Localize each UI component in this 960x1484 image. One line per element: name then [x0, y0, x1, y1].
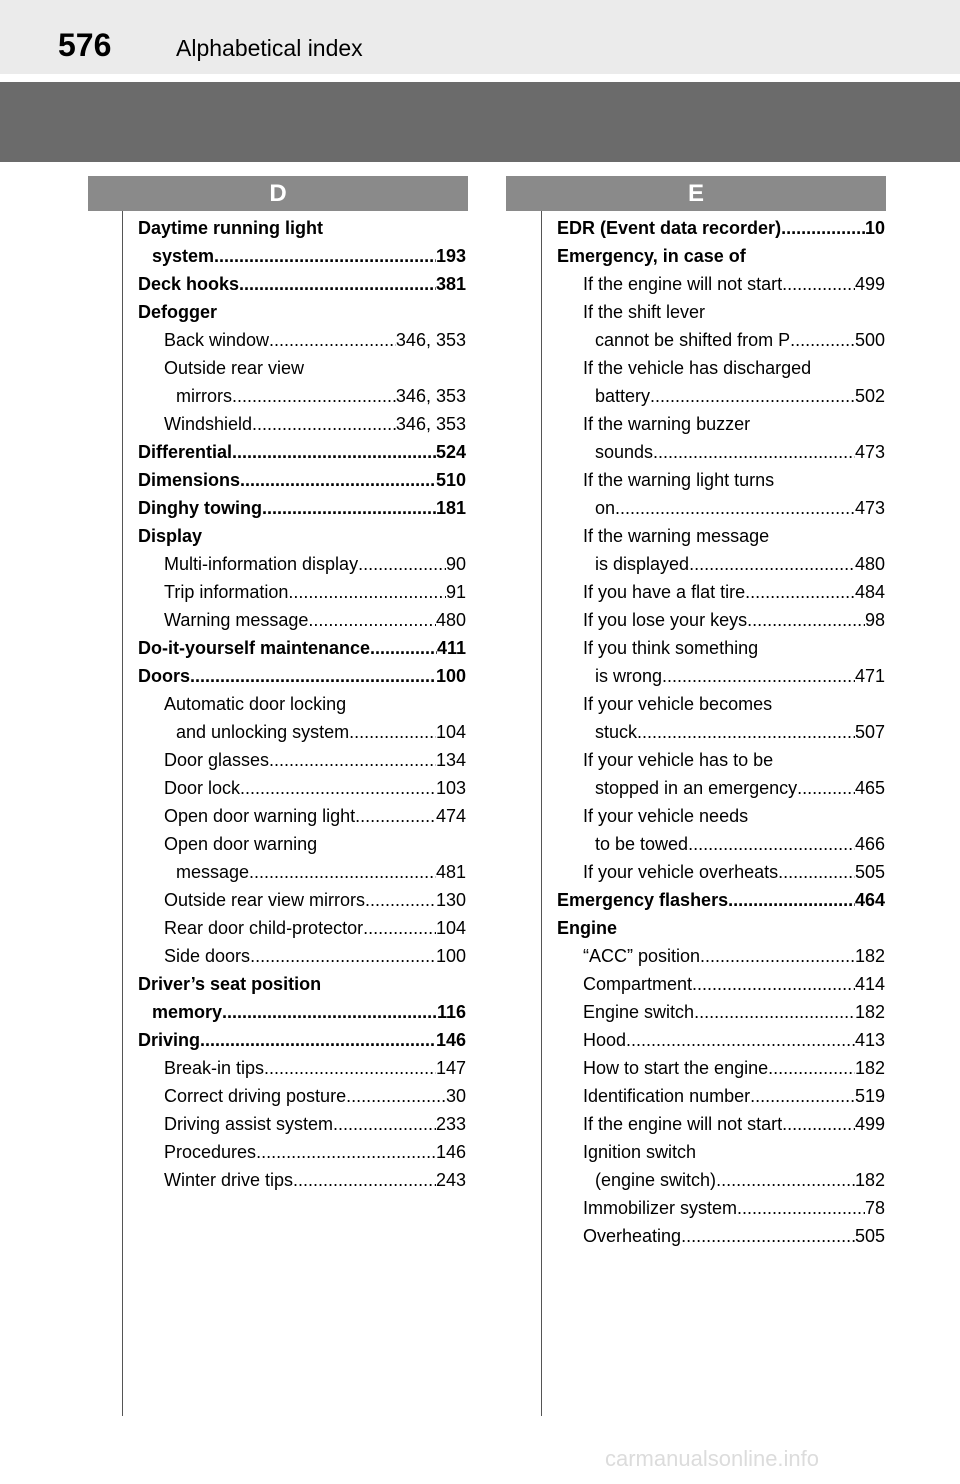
- dot-leader: [250, 942, 436, 970]
- index-entry: [557, 746, 885, 774]
- index-entry-page[interactable]: 381: [435, 274, 466, 294]
- index-entry: [557, 774, 885, 802]
- index-entry: [138, 1054, 466, 1082]
- index-entry-page[interactable]: 413: [854, 1030, 885, 1050]
- index-entry: [557, 690, 885, 718]
- dot-leader: [264, 1054, 436, 1082]
- dot-leader: [681, 1222, 855, 1250]
- index-entry: [138, 998, 466, 1026]
- dot-leader: [346, 1082, 446, 1110]
- dot-leader: [355, 802, 436, 830]
- index-entry: [557, 382, 885, 410]
- index-entry-page[interactable]: 473: [854, 498, 885, 518]
- index-entry-page[interactable]: 182: [854, 1170, 885, 1190]
- index-entry-term: battery: [595, 386, 651, 406]
- index-entry: [557, 1082, 885, 1110]
- index-entry: [557, 214, 885, 242]
- dot-leader: [688, 830, 855, 858]
- index-entry-page[interactable]: 465: [854, 778, 885, 798]
- section-header-e: E: [506, 176, 886, 211]
- index-entry-term: Hood: [583, 1030, 627, 1050]
- index-entry-page[interactable]: 91: [445, 582, 466, 602]
- index-entry-term: Display: [138, 526, 203, 546]
- index-entry-term: If the shift lever: [583, 302, 706, 322]
- index-entry-term: Emergency, in case of: [557, 246, 746, 266]
- index-entry: [557, 242, 885, 270]
- index-entry: [557, 410, 885, 438]
- index-entry: [557, 1054, 885, 1082]
- index-entry-page[interactable]: 466: [854, 834, 885, 854]
- index-entry: [138, 970, 466, 998]
- index-entry-term: If the engine will not start: [583, 274, 783, 294]
- index-entry: [557, 970, 885, 998]
- dot-leader: [778, 858, 855, 886]
- index-entry-page[interactable]: 502: [854, 386, 885, 406]
- index-entry-term: Defogger: [138, 302, 218, 322]
- dot-leader: [256, 1138, 436, 1166]
- index-entry: [557, 1166, 885, 1194]
- index-entry-term: Do-it-yourself maintenance: [138, 638, 371, 658]
- dot-leader: [737, 1194, 865, 1222]
- index-entry-term: Outside rear view mirrors: [164, 890, 366, 910]
- index-entry: [138, 718, 466, 746]
- dot-leader: [349, 718, 436, 746]
- index-entry: [138, 662, 466, 690]
- page-header-bar: [0, 0, 960, 74]
- dot-leader: [797, 774, 855, 802]
- index-entry: [557, 466, 885, 494]
- index-entry: [138, 214, 466, 242]
- dot-leader: [232, 438, 436, 466]
- index-entry-term: Rear door child-protector: [164, 918, 364, 938]
- index-entry: [557, 326, 885, 354]
- dot-leader: [288, 578, 446, 606]
- index-entry: [557, 1110, 885, 1138]
- index-entry-term: and unlocking system: [176, 722, 350, 742]
- index-entry-term: If your vehicle needs: [583, 806, 749, 826]
- dot-leader: [626, 1026, 855, 1054]
- page-number: 576: [58, 27, 112, 63]
- index-entry-page[interactable]: 473: [854, 442, 885, 462]
- index-entry: [557, 494, 885, 522]
- index-entry: [557, 998, 885, 1026]
- index-entry-term: Doors: [138, 666, 191, 686]
- index-entry-term: If you think something: [583, 638, 759, 658]
- index-entry: [557, 270, 885, 298]
- index-entry-page[interactable]: 481: [435, 862, 466, 882]
- index-entry-term: Compartment: [583, 974, 693, 994]
- index-entry-page[interactable]: 146: [435, 1030, 466, 1050]
- index-entry-term: Windshield: [164, 414, 253, 434]
- index-entry-term: Immobilizer system: [583, 1198, 738, 1218]
- index-entry: [138, 802, 466, 830]
- index-entry-page[interactable]: 90: [445, 554, 466, 574]
- index-entry-term: Deck hooks: [138, 274, 240, 294]
- dot-leader: [308, 606, 436, 634]
- index-entry: [138, 1082, 466, 1110]
- index-entry-term: on: [595, 498, 616, 518]
- index-entry-page[interactable]: 182: [854, 1002, 885, 1022]
- index-entry: [138, 858, 466, 886]
- index-entry-page[interactable]: 78: [864, 1198, 885, 1218]
- index-entry-page[interactable]: 414: [854, 974, 885, 994]
- index-entry: [138, 886, 466, 914]
- index-entry: [138, 410, 466, 438]
- index-entry-page[interactable]: 100: [435, 666, 466, 686]
- index-entry-term: is displayed: [595, 554, 690, 574]
- dot-leader: [700, 942, 855, 970]
- index-entry-page[interactable]: 480: [854, 554, 885, 574]
- index-entry: [138, 522, 466, 550]
- page-title: Alphabetical index: [176, 35, 363, 61]
- index-entry: [557, 662, 885, 690]
- dot-leader: [365, 886, 436, 914]
- index-entry-term: is wrong: [595, 666, 663, 686]
- index-entry-term: Identification number: [583, 1086, 751, 1106]
- index-entry: [557, 1222, 885, 1250]
- index-entry-term: Door lock: [164, 778, 241, 798]
- index-entry: [138, 746, 466, 774]
- index-entry-page[interactable]: 103: [435, 778, 466, 798]
- index-entry-term: mirrors: [176, 386, 232, 406]
- dot-leader: [370, 634, 437, 662]
- index-entry-page[interactable]: 499: [854, 274, 885, 294]
- index-entry-term: Automatic door locking: [164, 694, 347, 714]
- index-entry-term: Engine switch: [583, 1002, 695, 1022]
- index-entry-page[interactable]: 116: [436, 1002, 466, 1022]
- dot-leader: [190, 662, 436, 690]
- dot-leader: [728, 886, 855, 914]
- index-entry-term: Back window: [164, 330, 270, 350]
- index-entry-page[interactable]: 182: [854, 1058, 885, 1078]
- index-entry-page[interactable]: 474: [435, 806, 466, 826]
- index-entry-page[interactable]: 193: [435, 246, 466, 266]
- index-entry-page[interactable]: 130: [435, 890, 466, 910]
- index-entry-term: Side doors: [164, 946, 251, 966]
- index-entry-page[interactable]: 519: [854, 1086, 885, 1106]
- column-rule-e: [541, 211, 542, 1416]
- index-entry-term: cannot be shifted from P: [595, 330, 791, 350]
- watermark: carmanualsonline.info: [605, 1446, 820, 1471]
- section-header-d: D: [88, 176, 468, 211]
- index-entry-term: Procedures: [164, 1142, 257, 1162]
- index-entry: [138, 438, 466, 466]
- index-entry: [138, 1166, 466, 1194]
- index-entry-term: sounds: [595, 442, 654, 462]
- index-entry-page[interactable]: 104: [435, 722, 466, 742]
- index-entry: [557, 522, 885, 550]
- index-entry-term: Emergency flashers: [557, 890, 729, 910]
- index-entry-term: Outside rear view: [164, 358, 305, 378]
- dot-leader: [650, 382, 855, 410]
- index-entry-term: Correct driving posture: [164, 1086, 347, 1106]
- dot-leader: [782, 1110, 855, 1138]
- index-entry-term: stuck: [595, 722, 638, 742]
- index-entry-term: Trip information: [164, 582, 289, 602]
- index-entry: [557, 1194, 885, 1222]
- index-entry-page[interactable]: 10: [864, 218, 885, 238]
- index-entry: [138, 942, 466, 970]
- index-entry: [138, 830, 466, 858]
- dot-leader: [716, 1166, 855, 1194]
- index-entry-term: Overheating: [583, 1226, 682, 1246]
- dot-leader: [637, 718, 855, 746]
- index-entry: [138, 606, 466, 634]
- dot-leader: [653, 438, 855, 466]
- index-entry-page[interactable]: 346, 353: [395, 414, 466, 434]
- index-entry-page[interactable]: 507: [854, 722, 885, 742]
- index-entry: [557, 634, 885, 662]
- index-entry-page[interactable]: 505: [854, 862, 885, 882]
- index-entry: [138, 242, 466, 270]
- column-rule-d: [122, 211, 123, 1416]
- dot-leader: [781, 214, 865, 242]
- index-entry-page[interactable]: 147: [435, 1058, 466, 1078]
- index-entry-page[interactable]: 499: [854, 1114, 885, 1134]
- index-entry-page[interactable]: 484: [854, 582, 885, 602]
- index-entry: [138, 494, 466, 522]
- index-entry-term: Break-in tips: [164, 1058, 265, 1078]
- index-entry: [557, 830, 885, 858]
- index-entry-term: Multi-information display: [164, 554, 359, 574]
- index-entry: [557, 578, 885, 606]
- index-entry-page[interactable]: 411: [436, 638, 466, 658]
- index-entry-term: Dimensions: [138, 470, 241, 490]
- index-entry-term: message: [176, 862, 250, 882]
- index-entry-term: How to start the engine: [583, 1058, 769, 1078]
- index-entry-page[interactable]: 480: [435, 610, 466, 630]
- index-entry: [557, 354, 885, 382]
- index-entry: [557, 858, 885, 886]
- index-entry-term: EDR (Event data recorder): [557, 218, 782, 238]
- index-entry-term: If you lose your keys: [583, 610, 748, 630]
- dot-leader: [240, 774, 436, 802]
- index-entry: [138, 1026, 466, 1054]
- index-entry: [557, 550, 885, 578]
- index-entry-term: If the vehicle has discharged: [583, 358, 812, 378]
- index-entry-term: Driver’s seat position: [138, 974, 322, 994]
- index-entry-page[interactable]: 510: [435, 470, 466, 490]
- dot-leader: [358, 550, 446, 578]
- index-entry: [138, 354, 466, 382]
- index-entry-page[interactable]: 524: [435, 442, 466, 462]
- index-entry-page[interactable]: 98: [864, 610, 885, 630]
- dot-leader: [240, 466, 436, 494]
- index-entry-term: stopped in an emergency: [595, 778, 798, 798]
- index-entry-term: Open door warning: [164, 834, 318, 854]
- index-entry-term: Driving assist system: [164, 1114, 334, 1134]
- index-entry-term: Warning message: [164, 610, 309, 630]
- dot-leader: [615, 494, 855, 522]
- index-entry-term: If the warning light turns: [583, 470, 775, 490]
- dot-leader: [214, 242, 436, 270]
- index-entry: [557, 802, 885, 830]
- dot-leader: [745, 578, 855, 606]
- index-entry-page[interactable]: 182: [854, 946, 885, 966]
- index-entry-term: Dinghy towing: [138, 498, 262, 518]
- dot-leader: [239, 270, 436, 298]
- index-entry: [138, 382, 466, 410]
- index-entry-term: If the warning message: [583, 526, 770, 546]
- index-entry-term: If the warning buzzer: [583, 414, 751, 434]
- index-entry-term: Winter drive tips: [164, 1170, 294, 1190]
- index-entry: [138, 326, 466, 354]
- index-entry-term: (engine switch): [595, 1170, 717, 1190]
- index-entry-page[interactable]: 464: [854, 890, 885, 910]
- index-entry-term: “ACC” position: [583, 946, 701, 966]
- index-entry: [557, 886, 885, 914]
- index-entry: [138, 550, 466, 578]
- index-entry: [557, 942, 885, 970]
- index-entry: [557, 1026, 885, 1054]
- index-entry-term: to be towed: [595, 834, 689, 854]
- header-band: [0, 82, 960, 162]
- index-entry: [138, 914, 466, 942]
- index-entry-page[interactable]: 471: [854, 666, 885, 686]
- index-entry-term: Open door warning light: [164, 806, 356, 826]
- index-entry-term: If your vehicle becomes: [583, 694, 773, 714]
- index-entry: [138, 578, 466, 606]
- index-entry: [557, 718, 885, 746]
- index-entry-term: If the engine will not start: [583, 1114, 783, 1134]
- dot-leader: [692, 970, 855, 998]
- index-entry: [138, 634, 466, 662]
- dot-leader: [768, 1054, 855, 1082]
- index-entry: [557, 438, 885, 466]
- dot-leader: [747, 606, 865, 634]
- dot-leader: [750, 1082, 855, 1110]
- index-entry-term: memory: [152, 1002, 223, 1022]
- dot-leader: [269, 326, 396, 354]
- index-entry-page[interactable]: 134: [435, 750, 466, 770]
- dot-leader: [252, 410, 396, 438]
- index-entry-term: If your vehicle overheats: [583, 862, 779, 882]
- index-entry-page[interactable]: 100: [435, 946, 466, 966]
- index-entry: [138, 466, 466, 494]
- index-entry-term: If you have a flat tire: [583, 582, 746, 602]
- dot-leader: [249, 858, 436, 886]
- dot-leader: [790, 326, 855, 354]
- index-entry-page[interactable]: 181: [435, 498, 466, 518]
- index-entry-page[interactable]: 146: [435, 1142, 466, 1162]
- index-entry-term: Ignition switch: [583, 1142, 697, 1162]
- index-entry: [138, 690, 466, 718]
- index-entry-page[interactable]: 104: [435, 918, 466, 938]
- dot-leader: [232, 382, 396, 410]
- index-entry: [138, 774, 466, 802]
- index-entry: [557, 606, 885, 634]
- index-entry-term: If your vehicle has to be: [583, 750, 774, 770]
- index-entry-term: Driving: [138, 1030, 201, 1050]
- dot-leader: [333, 1110, 436, 1138]
- index-entry-term: system: [152, 246, 215, 266]
- dot-leader: [782, 270, 855, 298]
- dot-leader: [293, 1166, 436, 1194]
- index-entry-term: Differential: [138, 442, 233, 462]
- index-entry-term: Engine: [557, 918, 618, 938]
- index-entry-page[interactable]: 500: [854, 330, 885, 350]
- index-entry-term: Door glasses: [164, 750, 270, 770]
- index-entry: [138, 1138, 466, 1166]
- index-entry: [138, 298, 466, 326]
- dot-leader: [689, 550, 855, 578]
- dot-leader: [262, 494, 436, 522]
- dot-leader: [269, 746, 436, 774]
- index-entry-page[interactable]: 505: [854, 1226, 885, 1246]
- index-entry-page[interactable]: 346, 353: [395, 330, 466, 350]
- dot-leader: [363, 914, 436, 942]
- dot-leader: [662, 662, 855, 690]
- index-column-d: [138, 214, 466, 1194]
- index-entry-page[interactable]: 243: [435, 1170, 466, 1190]
- index-entry: [138, 1110, 466, 1138]
- dot-leader: [694, 998, 855, 1026]
- index-entry-page[interactable]: 30: [445, 1086, 466, 1106]
- dot-leader: [200, 1026, 436, 1054]
- dot-leader: [222, 998, 437, 1026]
- index-column-e: [557, 214, 885, 1250]
- index-entry: [138, 270, 466, 298]
- index-entry: [557, 298, 885, 326]
- index-entry-term: Daytime running light: [138, 218, 324, 238]
- index-entry-page[interactable]: 233: [435, 1114, 466, 1134]
- index-entry: [557, 914, 885, 942]
- index-entry: [557, 1138, 885, 1166]
- index-entry-page[interactable]: 346, 353: [395, 386, 466, 406]
